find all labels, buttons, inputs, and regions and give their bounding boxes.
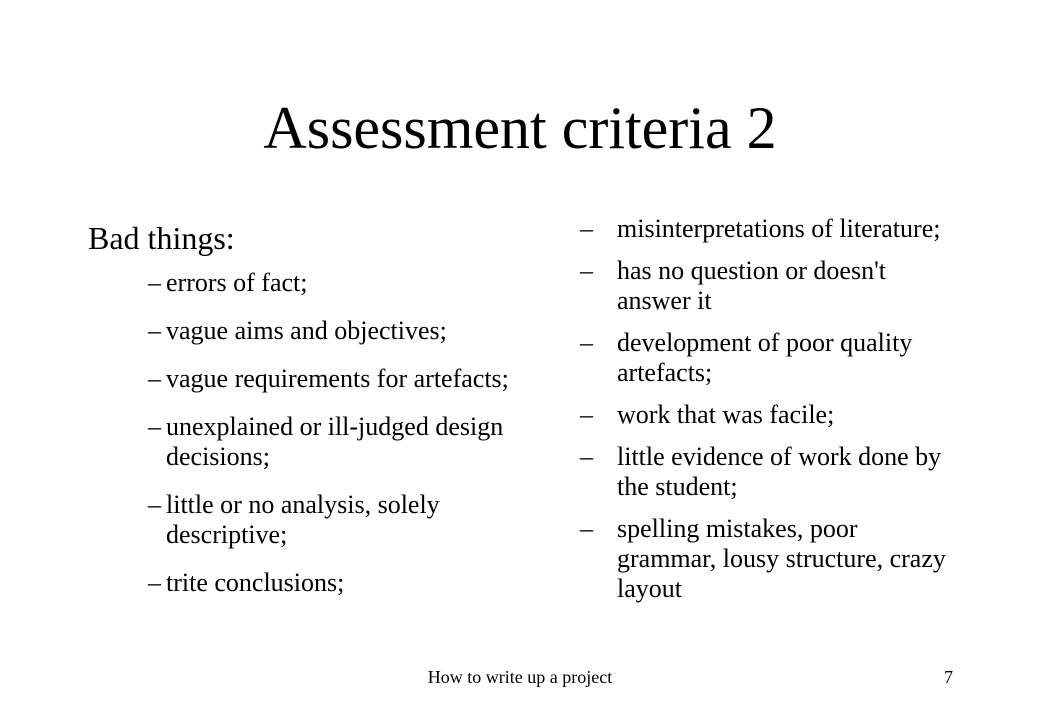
bullet-item [580, 256, 960, 316]
bullet-dash: – [580, 214, 593, 243]
bullet-text: errors of fact; [166, 268, 308, 297]
bullet-text: work that was facile; [617, 400, 835, 429]
bullet-dash: – [148, 412, 161, 441]
bullet-text: development of poor quality artefacts; [617, 328, 913, 387]
bullet-item [88, 268, 528, 298]
right-bullet-list [580, 214, 960, 604]
bullet-text: vague requirements for artefacts; [166, 364, 509, 393]
bullet-dash: – [148, 490, 161, 519]
bullet-dash: – [580, 256, 593, 285]
bullet-item [88, 412, 528, 472]
left-bullet-list [88, 268, 528, 598]
page-number: 7 [944, 667, 953, 687]
bullet-dash: – [580, 400, 593, 429]
bullet-item [580, 400, 960, 430]
bullet-item [88, 568, 528, 598]
bullet-item [580, 442, 960, 502]
bullet-text: vague aims and objectives; [166, 316, 447, 345]
bullet-text: little or no analysis, solely descriptive; [166, 490, 440, 549]
bullet-text: unexplained or ill-judged design decisions; [166, 412, 504, 471]
bullet-dash: – [148, 568, 161, 597]
bullet-dash: – [580, 328, 593, 357]
bullet-item [88, 490, 528, 550]
bullet-item [88, 316, 528, 346]
bullet-text: little evidence of work done by the student; [617, 442, 942, 501]
bullet-item [88, 364, 528, 394]
bullet-item [580, 514, 960, 604]
bullet-dash: – [580, 514, 593, 543]
left-column [88, 218, 528, 616]
right-column [580, 214, 960, 616]
bullet-dash: – [580, 442, 593, 471]
bullet-dash: – [148, 316, 161, 345]
bullet-text: spelling mistakes, poor grammar, lousy structure, crazy layout [617, 514, 946, 603]
slide-title: Assessment criteria 2 [263, 95, 777, 161]
bullet-item [580, 328, 960, 388]
bullet-text: misinterpretations of literature; [617, 214, 941, 243]
bullet-dash: – [148, 364, 161, 393]
bullet-dash: – [148, 268, 161, 297]
section-heading: Bad things: [88, 220, 235, 256]
bullet-text: has no question or doesn't answer it [617, 256, 886, 315]
bullet-item [580, 214, 960, 244]
bullet-text: trite conclusions; [166, 568, 345, 597]
footer-title: How to write up a project [427, 667, 613, 687]
